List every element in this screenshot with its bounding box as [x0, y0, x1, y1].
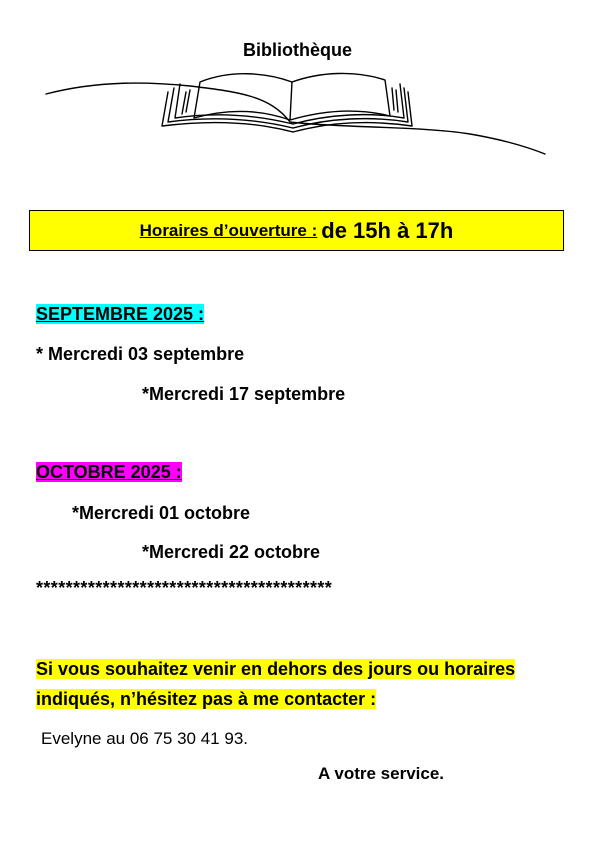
contact-line-1	[36, 659, 515, 680]
opening-hours-value: de 15h à 17h	[321, 217, 454, 243]
contact-line-2-text: indiqués, n’hésitez pas à me contacter :	[36, 689, 377, 709]
october-heading-text: OCTOBRE 2025 :	[36, 462, 182, 482]
october-date-2: *Mercredi 22 octobre	[142, 542, 321, 562]
contact-line-1-text: Si vous souhaitez venir en dehors des jours ou horaires	[36, 659, 516, 679]
opening-hours-banner	[29, 210, 564, 251]
october-heading	[36, 462, 182, 483]
september-date-2: *Mercredi 17 septembre	[142, 384, 346, 404]
contact-line-2	[36, 689, 376, 710]
september-heading	[36, 304, 204, 325]
sign-off: A votre service.	[318, 764, 444, 783]
opening-hours-label: Horaires d’ouverture :	[139, 220, 318, 240]
open-book-icon	[40, 62, 550, 167]
september-date-1: * Mercredi 03 septembre	[36, 344, 245, 364]
contact-phone: Evelyne au 06 75 30 41 93.	[41, 729, 248, 748]
page-title: Bibliothèque	[243, 40, 352, 60]
september-heading-text: SEPTEMBRE 2025 :	[36, 304, 205, 324]
separator: ****************************************	[36, 578, 333, 598]
october-date-1: *Mercredi 01 octobre	[72, 503, 251, 523]
